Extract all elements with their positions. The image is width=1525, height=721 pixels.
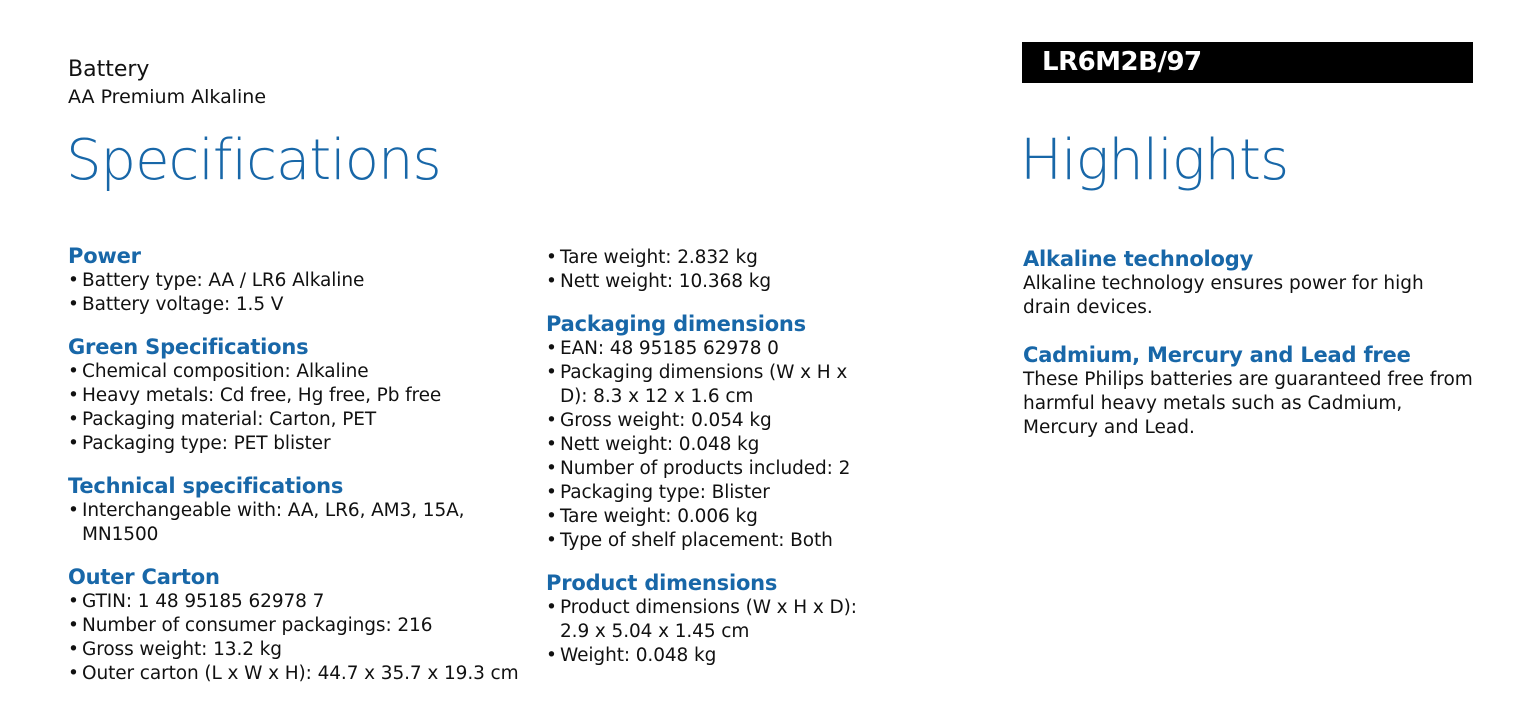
spec-item: • Packaging type: PET blister <box>68 432 518 456</box>
spec-section-outer-carton <box>68 565 518 686</box>
highlight-heavy-metals <box>1023 343 1473 440</box>
spec-item: • Tare weight: 0.006 kg <box>546 505 876 529</box>
section-heading: Green Specifications <box>68 335 309 359</box>
spec-item: • Outer carton (L x W x H): 44.7 x 35.7 x 19.3 cm <box>68 662 528 686</box>
spec-item: • Packaging type: Blister <box>546 481 876 505</box>
spec-item: • Heavy metals: Cd free, Hg free, Pb free <box>68 384 518 408</box>
highlights-title: Highlights <box>1020 128 1289 193</box>
spec-item: • Battery voltage: 1.5 V <box>68 293 518 317</box>
spec-section-green <box>68 335 518 456</box>
spec-item: • Number of consumer packagings: 216 <box>68 614 528 638</box>
spec-item: • Interchangeable with: AA, LR6, AM3, 15A, MN1500 <box>68 499 468 547</box>
model-number-bar: LR6M2B/97 <box>1022 42 1473 83</box>
highlight-heading: Alkaline technology <box>1023 247 1254 271</box>
spec-column-1 <box>68 244 518 704</box>
spec-section-technical <box>68 474 518 547</box>
spec-item: • Battery type: AA / LR6 Alkaline <box>68 269 518 293</box>
spec-section-outer-carton-continued <box>546 246 996 294</box>
section-heading: Product dimensions <box>546 571 778 595</box>
section-heading: Power <box>68 244 141 268</box>
spec-column-2 <box>546 246 996 686</box>
spec-section-power <box>68 244 518 317</box>
section-heading: Technical specifications <box>68 474 344 498</box>
spec-section-product-dimensions <box>546 571 996 668</box>
spec-item: • Tare weight: 2.832 kg <box>546 246 996 270</box>
section-heading: Outer Carton <box>68 565 220 589</box>
highlight-text: Alkaline technology ensures power for high drain devices. <box>1023 273 1424 318</box>
spec-item: • Nett weight: 0.048 kg <box>546 433 876 457</box>
section-heading: Packaging dimensions <box>546 312 806 336</box>
highlight-text: These Philips batteries are guaranteed free from harmful heavy metals such as Cadmium, Mercury and Lead. <box>1023 369 1473 438</box>
specifications-title: Specifications <box>66 128 441 193</box>
product-name: Battery <box>68 57 150 82</box>
spec-item: • Gross weight: 0.054 kg <box>546 409 876 433</box>
spec-section-packaging-dimensions <box>546 312 996 553</box>
spec-item: • Packaging material: Carton, PET <box>68 408 518 432</box>
spec-item: • GTIN: 1 48 95185 62978 7 <box>68 590 528 614</box>
spec-item: • Weight: 0.048 kg <box>546 644 866 668</box>
spec-item: • Packaging dimensions (W x H x D): 8.3 x 12 x 1.6 cm <box>546 361 876 409</box>
highlights-column <box>1023 247 1473 463</box>
spec-item: • Nett weight: 10.368 kg <box>546 270 996 294</box>
spec-item: • EAN: 48 95185 62978 0 <box>546 337 876 361</box>
highlight-heading: Cadmium, Mercury and Lead free <box>1023 343 1411 367</box>
spec-item: • Gross weight: 13.2 kg <box>68 638 528 662</box>
product-subtitle: AA Premium Alkaline <box>68 86 267 108</box>
spec-item: • Number of products included: 2 <box>546 457 876 481</box>
spec-item: • Chemical composition: Alkaline <box>68 360 518 384</box>
highlight-alkaline <box>1023 247 1473 320</box>
spec-item: • Product dimensions (W x H x D): 2.9 x 5.04 x 1.45 cm <box>546 596 866 644</box>
spec-item: • Type of shelf placement: Both <box>546 529 876 553</box>
